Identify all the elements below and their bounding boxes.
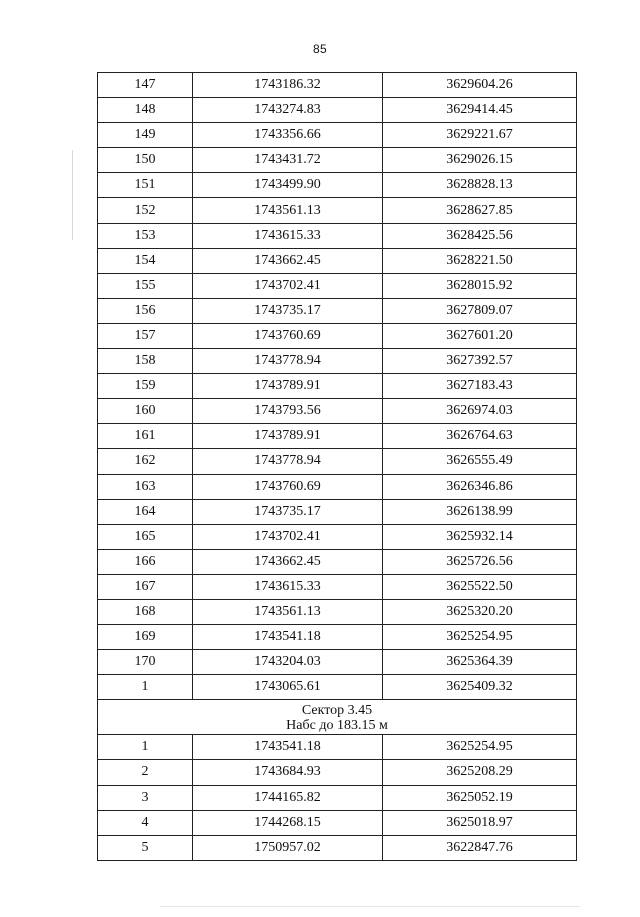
table-row xyxy=(98,73,577,98)
point-number-cell: 157 xyxy=(98,323,193,348)
table-row xyxy=(98,675,577,700)
coord-x-cell: 1743615.33 xyxy=(193,223,383,248)
coord-x-cell: 1743662.45 xyxy=(193,549,383,574)
coord-x-cell: 1743760.69 xyxy=(193,323,383,348)
coord-y-cell: 3627183.43 xyxy=(383,374,577,399)
coord-y-cell: 3625018.97 xyxy=(383,810,577,835)
coord-y-cell: 3629414.45 xyxy=(383,98,577,123)
coord-y-cell: 3626346.86 xyxy=(383,474,577,499)
coord-y-cell: 3627601.20 xyxy=(383,323,577,348)
coord-x-cell: 1743561.13 xyxy=(193,198,383,223)
point-number-cell: 1 xyxy=(98,675,193,700)
table-row xyxy=(98,735,577,760)
coord-x-cell: 1743561.13 xyxy=(193,599,383,624)
coord-x-cell: 1743541.18 xyxy=(193,625,383,650)
table-row xyxy=(98,574,577,599)
point-number-cell: 168 xyxy=(98,599,193,624)
coord-y-cell: 3626555.49 xyxy=(383,449,577,474)
coord-y-cell: 3625932.14 xyxy=(383,524,577,549)
point-number-cell: 1 xyxy=(98,735,193,760)
coord-x-cell: 1743662.45 xyxy=(193,248,383,273)
table-row xyxy=(98,625,577,650)
coord-y-cell: 3626974.03 xyxy=(383,399,577,424)
coord-x-cell: 1743702.41 xyxy=(193,273,383,298)
point-number-cell: 158 xyxy=(98,349,193,374)
coord-y-cell: 3628425.56 xyxy=(383,223,577,248)
point-number-cell: 159 xyxy=(98,374,193,399)
point-number-cell: 160 xyxy=(98,399,193,424)
table-row xyxy=(98,248,577,273)
coord-y-cell: 3627392.57 xyxy=(383,349,577,374)
coord-x-cell: 1743735.17 xyxy=(193,499,383,524)
coord-x-cell: 1744268.15 xyxy=(193,810,383,835)
point-number-cell: 165 xyxy=(98,524,193,549)
coordinates-table-body-bottom xyxy=(98,735,577,860)
coord-y-cell: 3622847.76 xyxy=(383,835,577,860)
table-row xyxy=(98,835,577,860)
coord-y-cell: 3625208.29 xyxy=(383,760,577,785)
sector-title: Сектор 3.45 xyxy=(301,702,373,718)
coord-y-cell: 3628828.13 xyxy=(383,173,577,198)
coord-y-cell: 3625522.50 xyxy=(383,574,577,599)
point-number-cell: 163 xyxy=(98,474,193,499)
table-row xyxy=(98,449,577,474)
coord-x-cell: 1743186.32 xyxy=(193,73,383,98)
sector-subtitle: Набс до 183.15 м xyxy=(286,717,388,733)
coord-y-cell: 3628015.92 xyxy=(383,273,577,298)
coord-x-cell: 1743431.72 xyxy=(193,148,383,173)
table-row xyxy=(98,760,577,785)
table-row xyxy=(98,349,577,374)
point-number-cell: 166 xyxy=(98,549,193,574)
coord-y-cell: 3625320.20 xyxy=(383,599,577,624)
table-row xyxy=(98,98,577,123)
coord-y-cell: 3629604.26 xyxy=(383,73,577,98)
sector-header-row xyxy=(98,700,577,735)
coord-y-cell: 3629221.67 xyxy=(383,123,577,148)
table-row xyxy=(98,650,577,675)
coord-x-cell: 1750957.02 xyxy=(193,835,383,860)
point-number-cell: 154 xyxy=(98,248,193,273)
table-row xyxy=(98,424,577,449)
table-row xyxy=(98,785,577,810)
table-row xyxy=(98,148,577,173)
coord-x-cell: 1743789.91 xyxy=(193,424,383,449)
point-number-cell: 155 xyxy=(98,273,193,298)
coord-y-cell: 3625409.32 xyxy=(383,675,577,700)
point-number-cell: 164 xyxy=(98,499,193,524)
coord-y-cell: 3627809.07 xyxy=(383,298,577,323)
table-row xyxy=(98,374,577,399)
table-row xyxy=(98,223,577,248)
coord-x-cell: 1743793.56 xyxy=(193,399,383,424)
coord-x-cell: 1743274.83 xyxy=(193,98,383,123)
coordinates-table-body-top xyxy=(98,73,577,700)
coord-y-cell: 3628221.50 xyxy=(383,248,577,273)
coord-x-cell: 1743702.41 xyxy=(193,524,383,549)
point-number-cell: 3 xyxy=(98,785,193,810)
coord-x-cell: 1743541.18 xyxy=(193,735,383,760)
coord-x-cell: 1743615.33 xyxy=(193,574,383,599)
point-number-cell: 150 xyxy=(98,148,193,173)
coordinates-table xyxy=(97,72,577,861)
table-row xyxy=(98,399,577,424)
coord-y-cell: 3625254.95 xyxy=(383,735,577,760)
coord-x-cell: 1743778.94 xyxy=(193,449,383,474)
coord-y-cell: 3625254.95 xyxy=(383,625,577,650)
point-number-cell: 167 xyxy=(98,574,193,599)
point-number-cell: 156 xyxy=(98,298,193,323)
point-number-cell: 152 xyxy=(98,198,193,223)
coord-x-cell: 1743684.93 xyxy=(193,760,383,785)
coord-y-cell: 3626764.63 xyxy=(383,424,577,449)
table-row xyxy=(98,524,577,549)
coord-y-cell: 3628627.85 xyxy=(383,198,577,223)
coord-y-cell: 3629026.15 xyxy=(383,148,577,173)
point-number-cell: 162 xyxy=(98,449,193,474)
table-row xyxy=(98,599,577,624)
table-row xyxy=(98,273,577,298)
table-row xyxy=(98,810,577,835)
point-number-cell: 2 xyxy=(98,760,193,785)
coord-x-cell: 1743065.61 xyxy=(193,675,383,700)
coord-x-cell: 1743789.91 xyxy=(193,374,383,399)
coord-x-cell: 1743760.69 xyxy=(193,474,383,499)
coord-y-cell: 3625364.39 xyxy=(383,650,577,675)
coord-x-cell: 1743499.90 xyxy=(193,173,383,198)
point-number-cell: 4 xyxy=(98,810,193,835)
point-number-cell: 5 xyxy=(98,835,193,860)
point-number-cell: 149 xyxy=(98,123,193,148)
coord-x-cell: 1743735.17 xyxy=(193,298,383,323)
coord-x-cell: 1744165.82 xyxy=(193,785,383,810)
table-row xyxy=(98,173,577,198)
table-row xyxy=(98,198,577,223)
coord-y-cell: 3625052.19 xyxy=(383,785,577,810)
scan-margin-mark xyxy=(72,150,73,240)
coord-x-cell: 1743778.94 xyxy=(193,349,383,374)
sector-header-body xyxy=(98,700,577,735)
sector-header-cell xyxy=(98,700,577,735)
coord-x-cell: 1743204.03 xyxy=(193,650,383,675)
scan-bottom-mark xyxy=(160,906,580,907)
table-row xyxy=(98,549,577,574)
page-number: 85 xyxy=(313,42,327,56)
coord-x-cell: 1743356.66 xyxy=(193,123,383,148)
point-number-cell: 147 xyxy=(98,73,193,98)
point-number-cell: 161 xyxy=(98,424,193,449)
point-number-cell: 153 xyxy=(98,223,193,248)
table-row xyxy=(98,323,577,348)
table-row xyxy=(98,499,577,524)
table-row xyxy=(98,123,577,148)
coord-y-cell: 3625726.56 xyxy=(383,549,577,574)
point-number-cell: 170 xyxy=(98,650,193,675)
table-row xyxy=(98,298,577,323)
point-number-cell: 169 xyxy=(98,625,193,650)
point-number-cell: 151 xyxy=(98,173,193,198)
coord-y-cell: 3626138.99 xyxy=(383,499,577,524)
point-number-cell: 148 xyxy=(98,98,193,123)
table-row xyxy=(98,474,577,499)
